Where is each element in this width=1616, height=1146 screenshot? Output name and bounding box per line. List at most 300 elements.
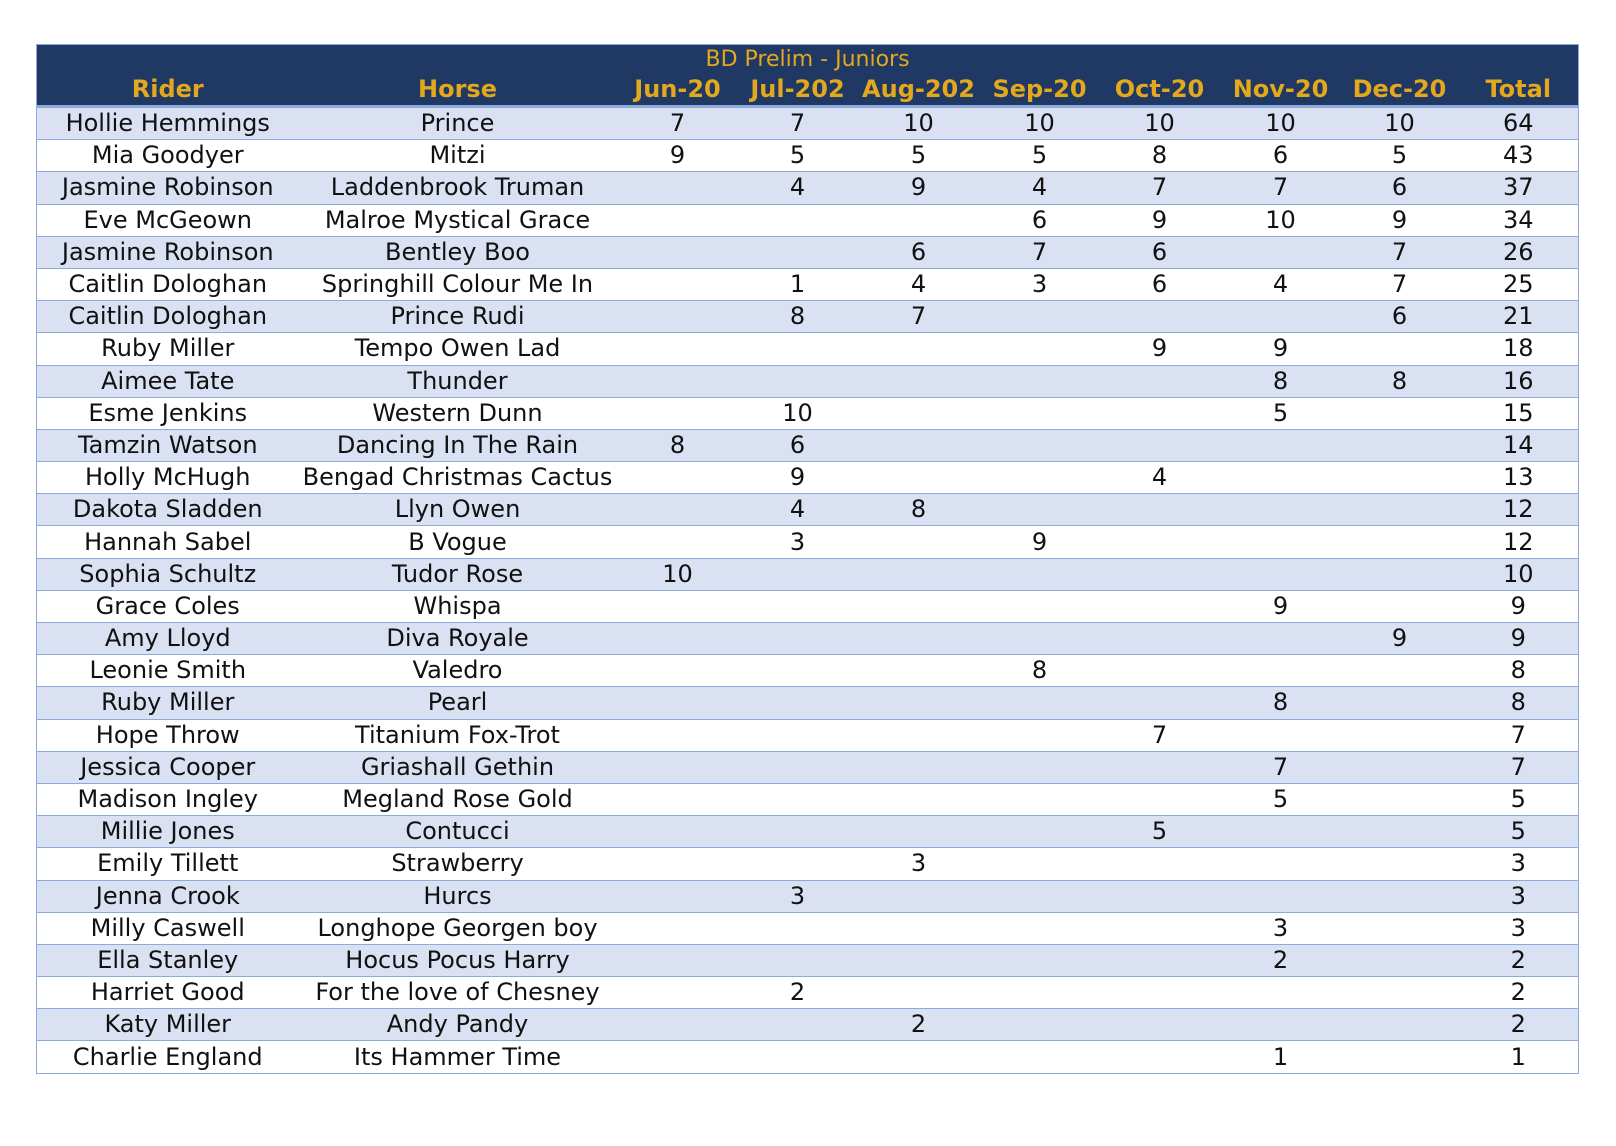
- cell-jul: 10: [739, 397, 857, 429]
- cell-horse: Diva Royale: [299, 623, 617, 655]
- table-body: [37, 107, 1579, 1074]
- cell-horse: Valedro: [299, 655, 617, 687]
- cell-jul: 4: [739, 172, 857, 204]
- cell-rider: Jasmine Robinson: [37, 172, 299, 204]
- cell-rider: Hannah Sabel: [37, 526, 299, 558]
- column-header-nov: Nov-20: [1221, 74, 1341, 107]
- cell-jul: [739, 719, 857, 751]
- cell-dec: [1341, 1009, 1459, 1041]
- table-row: [37, 494, 1579, 526]
- cell-jun: [617, 590, 739, 622]
- cell-oct: [1099, 1009, 1221, 1041]
- cell-nov: [1221, 880, 1341, 912]
- cell-oct: 7: [1099, 172, 1221, 204]
- cell-horse: Hocus Pocus Harry: [299, 944, 617, 976]
- cell-nov: 6: [1221, 140, 1341, 172]
- column-header-sep: Sep-20: [981, 74, 1099, 107]
- cell-nov: [1221, 301, 1341, 333]
- table-row: [37, 1041, 1579, 1073]
- cell-jul: 8: [739, 301, 857, 333]
- cell-oct: [1099, 848, 1221, 880]
- cell-jul: [739, 1009, 857, 1041]
- cell-dec: [1341, 783, 1459, 815]
- cell-jul: [739, 944, 857, 976]
- cell-total: 2: [1459, 977, 1579, 1009]
- cell-sep: 6: [981, 204, 1099, 236]
- cell-jun: [617, 268, 739, 300]
- cell-total: 15: [1459, 397, 1579, 429]
- cell-dec: 6: [1341, 301, 1459, 333]
- cell-nov: [1221, 462, 1341, 494]
- table-row: [37, 558, 1579, 590]
- cell-nov: 9: [1221, 590, 1341, 622]
- cell-oct: 4: [1099, 462, 1221, 494]
- cell-horse: Tudor Rose: [299, 558, 617, 590]
- cell-aug: [857, 623, 981, 655]
- cell-rider: Katy Miller: [37, 1009, 299, 1041]
- cell-dec: [1341, 816, 1459, 848]
- cell-jul: [739, 751, 857, 783]
- cell-jun: 7: [617, 107, 739, 140]
- cell-horse: Laddenbrook Truman: [299, 172, 617, 204]
- cell-oct: [1099, 751, 1221, 783]
- table-row: [37, 977, 1579, 1009]
- cell-horse: Springhill Colour Me In: [299, 268, 617, 300]
- table-row: [37, 526, 1579, 558]
- cell-horse: Griashall Gethin: [299, 751, 617, 783]
- cell-nov: 5: [1221, 397, 1341, 429]
- cell-dec: [1341, 462, 1459, 494]
- cell-total: 3: [1459, 848, 1579, 880]
- cell-total: 2: [1459, 1009, 1579, 1041]
- cell-total: 3: [1459, 912, 1579, 944]
- cell-jun: [617, 655, 739, 687]
- cell-horse: Western Dunn: [299, 397, 617, 429]
- cell-dec: [1341, 687, 1459, 719]
- column-header-total: Total: [1459, 74, 1579, 107]
- cell-nov: [1221, 526, 1341, 558]
- cell-dec: [1341, 429, 1459, 461]
- cell-oct: [1099, 977, 1221, 1009]
- cell-aug: [857, 655, 981, 687]
- cell-jul: 9: [739, 462, 857, 494]
- cell-jul: [739, 333, 857, 365]
- cell-dec: 7: [1341, 268, 1459, 300]
- cell-jul: 4: [739, 494, 857, 526]
- cell-aug: 6: [857, 236, 981, 268]
- cell-horse: Andy Pandy: [299, 1009, 617, 1041]
- cell-jul: 2: [739, 977, 857, 1009]
- table-row: [37, 655, 1579, 687]
- cell-total: 64: [1459, 107, 1579, 140]
- cell-sep: 9: [981, 526, 1099, 558]
- cell-aug: [857, 687, 981, 719]
- cell-dec: 10: [1341, 107, 1459, 140]
- cell-aug: 10: [857, 107, 981, 140]
- column-header-horse: Horse: [299, 74, 617, 107]
- cell-rider: Eve McGeown: [37, 204, 299, 236]
- table-row: [37, 783, 1579, 815]
- cell-total: 8: [1459, 655, 1579, 687]
- cell-sep: 5: [981, 140, 1099, 172]
- cell-jun: [617, 912, 739, 944]
- cell-sep: 7: [981, 236, 1099, 268]
- cell-nov: 7: [1221, 751, 1341, 783]
- cell-horse: Malroe Mystical Grace: [299, 204, 617, 236]
- cell-aug: [857, 333, 981, 365]
- cell-dec: [1341, 494, 1459, 526]
- cell-oct: [1099, 944, 1221, 976]
- cell-dec: [1341, 912, 1459, 944]
- cell-aug: 7: [857, 301, 981, 333]
- table-row: [37, 301, 1579, 333]
- cell-total: 18: [1459, 333, 1579, 365]
- cell-total: 7: [1459, 719, 1579, 751]
- cell-horse: Strawberry: [299, 848, 617, 880]
- cell-jun: [617, 944, 739, 976]
- cell-jun: 10: [617, 558, 739, 590]
- cell-jun: [617, 397, 739, 429]
- cell-rider: Jenna Crook: [37, 880, 299, 912]
- cell-horse: Contucci: [299, 816, 617, 848]
- cell-sep: [981, 397, 1099, 429]
- cell-rider: Ruby Miller: [37, 687, 299, 719]
- cell-rider: Leonie Smith: [37, 655, 299, 687]
- cell-jun: [617, 365, 739, 397]
- cell-jul: [739, 365, 857, 397]
- table-row: [37, 236, 1579, 268]
- cell-total: 12: [1459, 494, 1579, 526]
- table-row: [37, 687, 1579, 719]
- cell-aug: [857, 816, 981, 848]
- cell-dec: [1341, 333, 1459, 365]
- cell-oct: [1099, 558, 1221, 590]
- cell-jun: [617, 1009, 739, 1041]
- cell-aug: 5: [857, 140, 981, 172]
- cell-total: 3: [1459, 880, 1579, 912]
- cell-oct: [1099, 526, 1221, 558]
- table-row: [37, 623, 1579, 655]
- cell-rider: Dakota Sladden: [37, 494, 299, 526]
- cell-horse: Llyn Owen: [299, 494, 617, 526]
- cell-nov: 10: [1221, 204, 1341, 236]
- cell-horse: Dancing In The Rain: [299, 429, 617, 461]
- cell-sep: 3: [981, 268, 1099, 300]
- cell-sep: [981, 462, 1099, 494]
- cell-dec: [1341, 719, 1459, 751]
- table-row: [37, 751, 1579, 783]
- cell-sep: [981, 590, 1099, 622]
- results-table: [36, 44, 1579, 1074]
- cell-rider: Madison Ingley: [37, 783, 299, 815]
- cell-nov: [1221, 848, 1341, 880]
- cell-nov: 7: [1221, 172, 1341, 204]
- cell-sep: [981, 880, 1099, 912]
- cell-jul: 7: [739, 107, 857, 140]
- table-row: [37, 333, 1579, 365]
- table-row: [37, 719, 1579, 751]
- cell-rider: Hope Throw: [37, 719, 299, 751]
- cell-sep: 10: [981, 107, 1099, 140]
- cell-dec: [1341, 751, 1459, 783]
- cell-oct: [1099, 365, 1221, 397]
- cell-jul: 1: [739, 268, 857, 300]
- cell-jun: [617, 783, 739, 815]
- cell-jun: 8: [617, 429, 739, 461]
- cell-jul: [739, 204, 857, 236]
- cell-sep: [981, 301, 1099, 333]
- cell-total: 21: [1459, 301, 1579, 333]
- cell-aug: [857, 204, 981, 236]
- cell-aug: [857, 590, 981, 622]
- cell-jul: 3: [739, 526, 857, 558]
- cell-nov: [1221, 816, 1341, 848]
- column-header-aug: Aug-202: [857, 74, 981, 107]
- table-row: [37, 462, 1579, 494]
- table-row: [37, 204, 1579, 236]
- cell-total: 9: [1459, 590, 1579, 622]
- cell-jun: [617, 816, 739, 848]
- cell-total: 5: [1459, 783, 1579, 815]
- cell-sep: [981, 429, 1099, 461]
- column-header-jul: Jul-202: [739, 74, 857, 107]
- cell-total: 8: [1459, 687, 1579, 719]
- cell-horse: Thunder: [299, 365, 617, 397]
- table-row: [37, 848, 1579, 880]
- cell-dec: 8: [1341, 365, 1459, 397]
- cell-rider: Milly Caswell: [37, 912, 299, 944]
- cell-jul: 6: [739, 429, 857, 461]
- cell-jun: [617, 301, 739, 333]
- cell-rider: Jasmine Robinson: [37, 236, 299, 268]
- cell-oct: [1099, 623, 1221, 655]
- cell-dec: [1341, 590, 1459, 622]
- cell-jun: [617, 204, 739, 236]
- cell-rider: Amy Lloyd: [37, 623, 299, 655]
- cell-rider: Hollie Hemmings: [37, 107, 299, 140]
- cell-jun: [617, 719, 739, 751]
- cell-nov: [1221, 558, 1341, 590]
- cell-oct: [1099, 429, 1221, 461]
- cell-dec: 7: [1341, 236, 1459, 268]
- cell-aug: [857, 558, 981, 590]
- cell-dec: [1341, 977, 1459, 1009]
- cell-sep: [981, 623, 1099, 655]
- column-header-oct: Oct-20: [1099, 74, 1221, 107]
- cell-nov: 8: [1221, 365, 1341, 397]
- cell-jun: [617, 623, 739, 655]
- cell-oct: [1099, 912, 1221, 944]
- header-row: [37, 74, 1579, 107]
- cell-dec: 6: [1341, 172, 1459, 204]
- cell-horse: B Vogue: [299, 526, 617, 558]
- cell-jun: 9: [617, 140, 739, 172]
- cell-aug: [857, 751, 981, 783]
- cell-oct: 10: [1099, 107, 1221, 140]
- cell-aug: [857, 912, 981, 944]
- cell-nov: 8: [1221, 687, 1341, 719]
- cell-aug: [857, 1041, 981, 1073]
- cell-nov: 9: [1221, 333, 1341, 365]
- cell-sep: [981, 816, 1099, 848]
- cell-dec: [1341, 397, 1459, 429]
- table-row: [37, 107, 1579, 140]
- cell-rider: Grace Coles: [37, 590, 299, 622]
- cell-oct: [1099, 494, 1221, 526]
- cell-rider: Caitlin Dologhan: [37, 268, 299, 300]
- cell-jun: [617, 880, 739, 912]
- cell-aug: 3: [857, 848, 981, 880]
- cell-jul: [739, 783, 857, 815]
- cell-total: 2: [1459, 944, 1579, 976]
- cell-rider: Jessica Cooper: [37, 751, 299, 783]
- cell-sep: [981, 494, 1099, 526]
- cell-horse: Longhope Georgen boy: [299, 912, 617, 944]
- cell-rider: Caitlin Dologhan: [37, 301, 299, 333]
- cell-jul: [739, 848, 857, 880]
- cell-total: 25: [1459, 268, 1579, 300]
- cell-horse: Hurcs: [299, 880, 617, 912]
- cell-aug: 4: [857, 268, 981, 300]
- cell-oct: [1099, 301, 1221, 333]
- cell-nov: [1221, 494, 1341, 526]
- cell-sep: [981, 848, 1099, 880]
- table-row: [37, 365, 1579, 397]
- cell-aug: [857, 429, 981, 461]
- cell-rider: Sophia Schultz: [37, 558, 299, 590]
- cell-oct: [1099, 880, 1221, 912]
- cell-nov: [1221, 1009, 1341, 1041]
- cell-total: 9: [1459, 623, 1579, 655]
- cell-jun: [617, 236, 739, 268]
- cell-rider: Esme Jenkins: [37, 397, 299, 429]
- cell-total: 12: [1459, 526, 1579, 558]
- cell-horse: Pearl: [299, 687, 617, 719]
- cell-aug: [857, 977, 981, 1009]
- cell-horse: Bentley Boo: [299, 236, 617, 268]
- cell-horse: Titanium Fox-Trot: [299, 719, 617, 751]
- table-title: BD Prelim - Juniors: [37, 45, 1579, 75]
- cell-total: 37: [1459, 172, 1579, 204]
- cell-jul: [739, 590, 857, 622]
- title-row: [37, 45, 1579, 75]
- cell-sep: [981, 944, 1099, 976]
- cell-jun: [617, 687, 739, 719]
- cell-sep: [981, 333, 1099, 365]
- cell-dec: [1341, 558, 1459, 590]
- cell-jul: [739, 687, 857, 719]
- cell-jun: [617, 333, 739, 365]
- column-header-rider: Rider: [37, 74, 299, 107]
- cell-jun: [617, 172, 739, 204]
- cell-horse: Mitzi: [299, 140, 617, 172]
- cell-jul: [739, 655, 857, 687]
- cell-rider: Emily Tillett: [37, 848, 299, 880]
- table-row: [37, 397, 1579, 429]
- cell-jul: [739, 1041, 857, 1073]
- cell-sep: [981, 977, 1099, 1009]
- cell-rider: Ruby Miller: [37, 333, 299, 365]
- cell-dec: [1341, 1041, 1459, 1073]
- cell-rider: Tamzin Watson: [37, 429, 299, 461]
- cell-sep: [981, 751, 1099, 783]
- cell-jun: [617, 526, 739, 558]
- cell-jun: [617, 848, 739, 880]
- cell-total: 7: [1459, 751, 1579, 783]
- cell-aug: 8: [857, 494, 981, 526]
- cell-sep: [981, 558, 1099, 590]
- cell-horse: Its Hammer Time: [299, 1041, 617, 1073]
- cell-rider: Charlie England: [37, 1041, 299, 1073]
- cell-oct: 7: [1099, 719, 1221, 751]
- cell-oct: [1099, 655, 1221, 687]
- cell-total: 1: [1459, 1041, 1579, 1073]
- table-row: [37, 880, 1579, 912]
- cell-aug: [857, 365, 981, 397]
- cell-sep: [981, 783, 1099, 815]
- cell-horse: Megland Rose Gold: [299, 783, 617, 815]
- cell-total: 34: [1459, 204, 1579, 236]
- cell-nov: 3: [1221, 912, 1341, 944]
- cell-nov: [1221, 655, 1341, 687]
- cell-rider: Ella Stanley: [37, 944, 299, 976]
- cell-aug: [857, 880, 981, 912]
- cell-sep: [981, 687, 1099, 719]
- cell-horse: Prince: [299, 107, 617, 140]
- cell-jul: [739, 912, 857, 944]
- cell-total: 14: [1459, 429, 1579, 461]
- cell-dec: 5: [1341, 140, 1459, 172]
- cell-aug: [857, 526, 981, 558]
- table-row: [37, 912, 1579, 944]
- cell-nov: 2: [1221, 944, 1341, 976]
- cell-oct: 6: [1099, 236, 1221, 268]
- cell-total: 10: [1459, 558, 1579, 590]
- column-header-dec: Dec-20: [1341, 74, 1459, 107]
- cell-dec: [1341, 880, 1459, 912]
- cell-oct: [1099, 1041, 1221, 1073]
- cell-sep: [981, 365, 1099, 397]
- table-row: [37, 944, 1579, 976]
- cell-rider: Aimee Tate: [37, 365, 299, 397]
- cell-nov: 4: [1221, 268, 1341, 300]
- column-header-jun: Jun-20: [617, 74, 739, 107]
- cell-nov: 5: [1221, 783, 1341, 815]
- cell-total: 43: [1459, 140, 1579, 172]
- cell-nov: 1: [1221, 1041, 1341, 1073]
- cell-oct: 8: [1099, 140, 1221, 172]
- cell-nov: [1221, 623, 1341, 655]
- cell-dec: [1341, 944, 1459, 976]
- cell-jul: [739, 236, 857, 268]
- cell-oct: [1099, 397, 1221, 429]
- cell-aug: 9: [857, 172, 981, 204]
- cell-rider: Harriet Good: [37, 977, 299, 1009]
- cell-horse: Tempo Owen Lad: [299, 333, 617, 365]
- cell-oct: [1099, 783, 1221, 815]
- table-row: [37, 590, 1579, 622]
- results-sheet: [36, 44, 1578, 1074]
- cell-aug: 2: [857, 1009, 981, 1041]
- cell-total: 13: [1459, 462, 1579, 494]
- cell-oct: [1099, 590, 1221, 622]
- cell-rider: Holly McHugh: [37, 462, 299, 494]
- table-row: [37, 1009, 1579, 1041]
- cell-nov: [1221, 977, 1341, 1009]
- cell-aug: [857, 719, 981, 751]
- table-row: [37, 172, 1579, 204]
- cell-sep: 8: [981, 655, 1099, 687]
